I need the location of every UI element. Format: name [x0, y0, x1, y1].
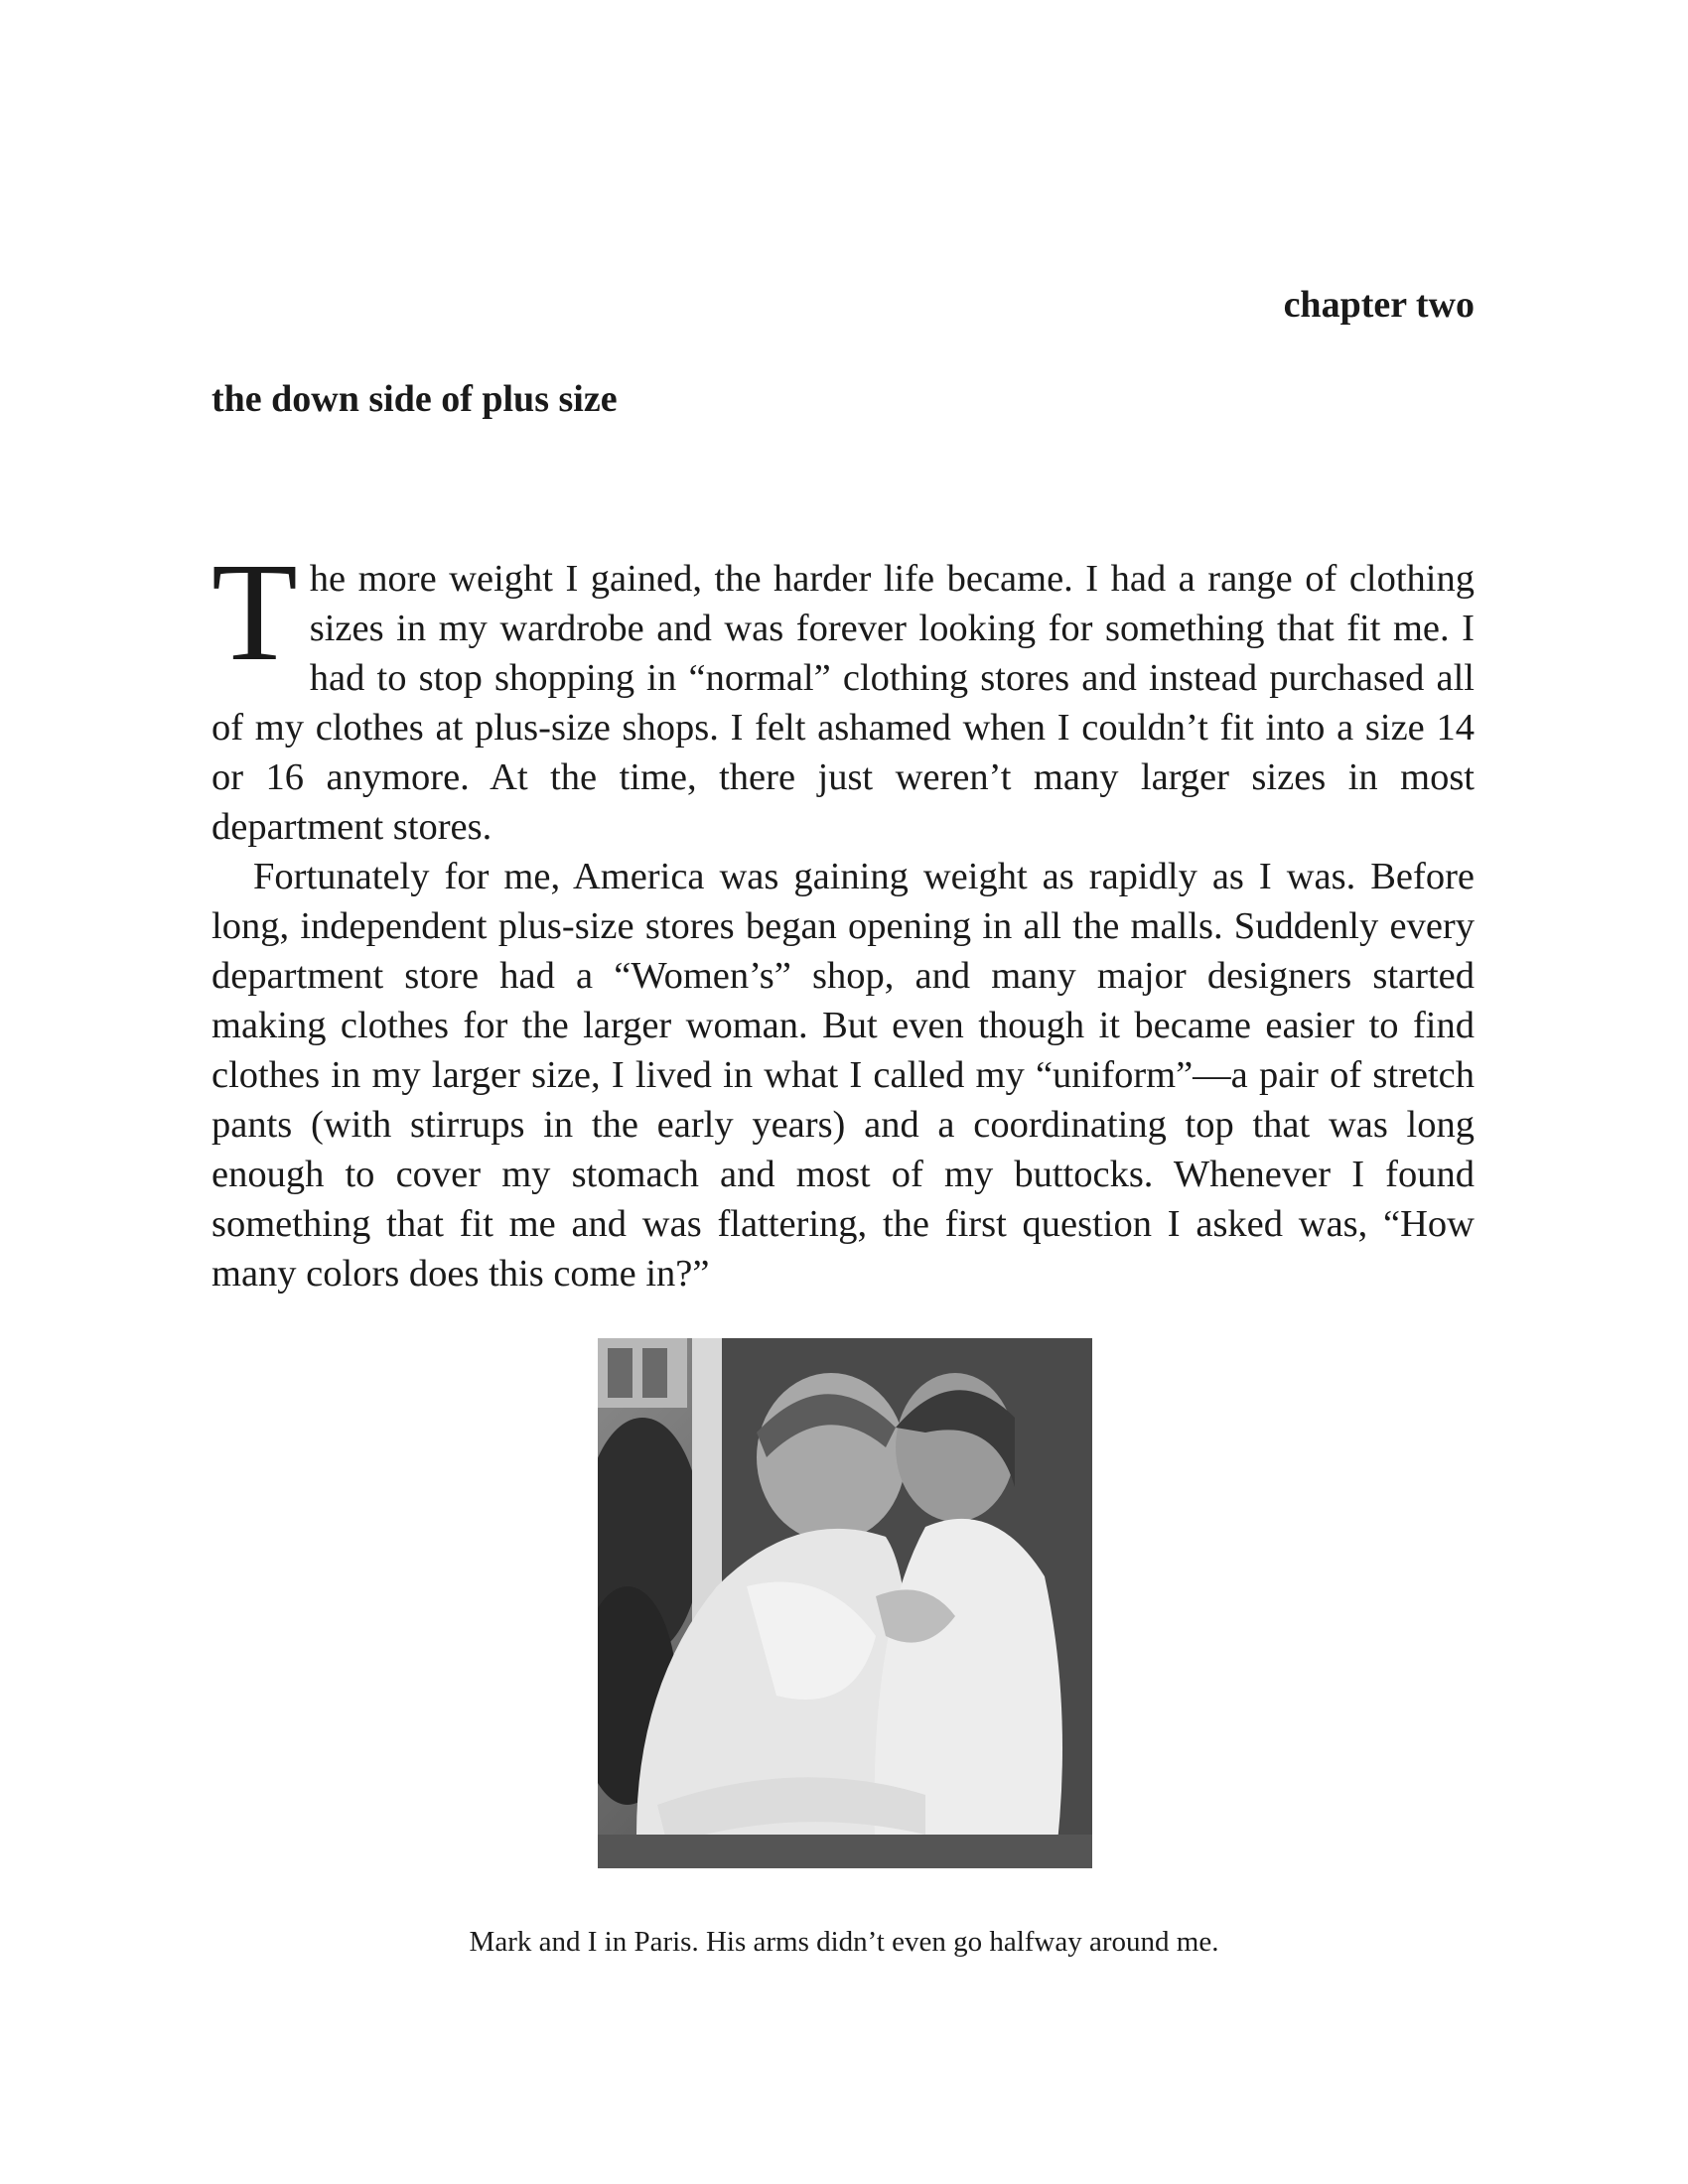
paragraph-1 — [211, 533, 1475, 852]
paragraph-2: Fortunately for me, America was gaining weight as rapidly as I was. Before long, independent plus-size stores began opening in all the malls. Suddenly every department store had a “Women’s” shop, and many major designers started making clothes for the larger woman. But even though it became easier to find clothes in my larger size, I lived in what I called my “uniform”—a pair of stretch pants (with stirrups in the early years) and a coordinating top that was long enough to cover my stomach and most of my buttocks. Whenever I found something that fit me and was flattering, the first question I asked was, “How many colors does this come in?” — [211, 856, 1475, 1295]
photo-caption: Mark and I in Paris. His arms didn’t even go halfway around me. — [469, 1926, 1219, 1958]
chapter-label: chapter two — [1283, 284, 1475, 326]
photo-illustration — [598, 1338, 1092, 1868]
photo-couple-in-paris — [598, 1338, 1092, 1868]
paragraph-1-text: he more weight I gained, the harder life became. I had a range of clothing sizes in my wardrobe and was forever looking for something that fit me. I had to stop shopping in “normal” clothing stores and instead purchased all of my clothes at plus-size shops. I felt ashamed when I couldn’t fit into a size 14 or 16 anymore. At the time, there just weren’t many larger sizes in most department stores. — [211, 558, 1475, 848]
chapter-title: the down side of plus size — [211, 378, 618, 420]
drop-cap: T — [211, 533, 298, 690]
body-text — [211, 533, 1475, 1298]
